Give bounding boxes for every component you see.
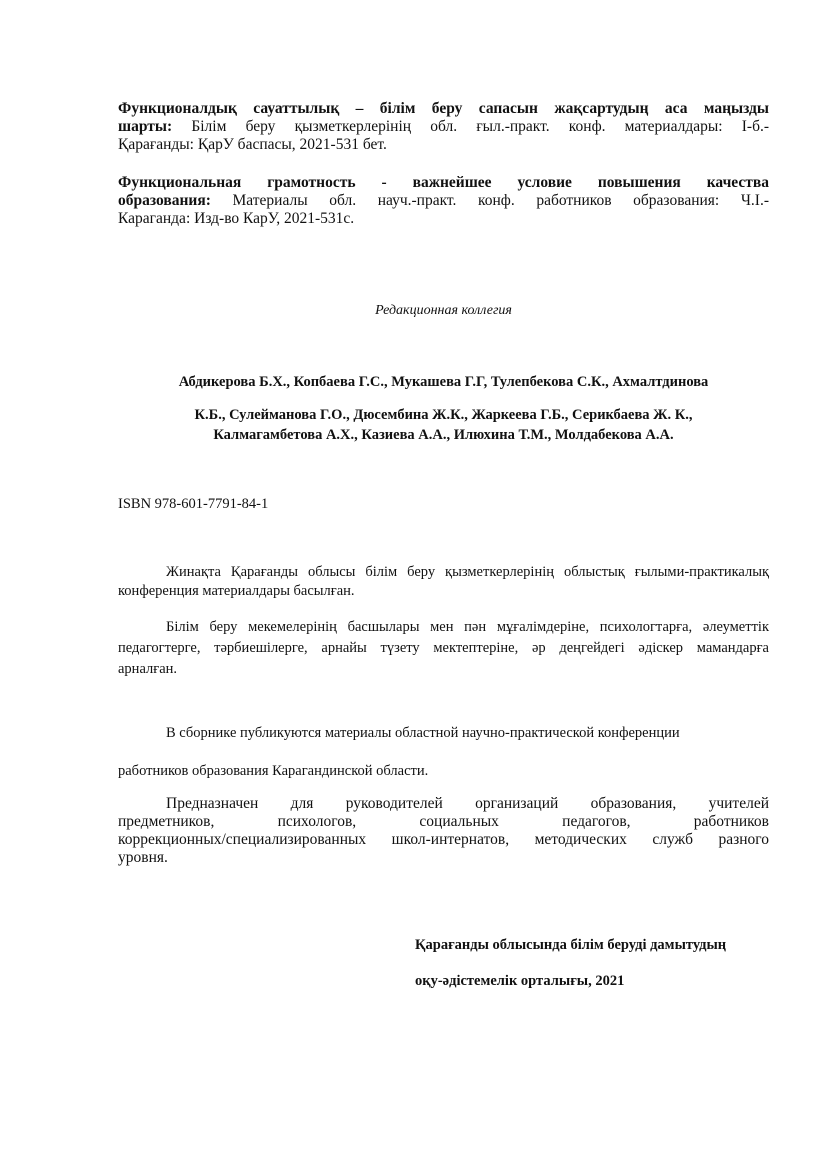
ru-bibliographic-entry (118, 174, 769, 228)
editorial-members-line2: К.Б., Сулейманова Г.О., Дюсембина Ж.К., Жаркеева Г.Б., Серикбаева Ж. К., (194, 407, 693, 423)
kz-title-line2 (118, 118, 769, 136)
kz-title-rest-line2: Білім беру қызметкерлерінің обл. ғыл.-практ. конф. материалдары: I-б.- (172, 118, 769, 135)
kz-title-bold-line2: шарты: (118, 118, 173, 135)
ru-title-rest-line2: Материалы обл. науч.-практ. конф. работников образования: Ч.I.- (210, 192, 769, 209)
kz-abstract-p2-line3: арналған. (118, 661, 178, 677)
ru-abstract-p1-line2: работников образования Карагандинской области. (118, 763, 429, 779)
publisher-line1: Қарағанды облысында білім беруді дамытудың (415, 937, 727, 953)
kz-abstract-p2 (118, 617, 769, 680)
editorial-members-line3: Калмагамбетова А.Х., Казиева А.А., Илюхина Т.М., Молдабекова А.А. (213, 427, 674, 443)
ru-abstract-p2-line1: Предназначен для руководителей организаций образования, учителей (166, 795, 769, 812)
ru-abstract-p2-line2: предметников, психологов, социальных педагогов, работников (118, 813, 769, 830)
ru-abstract-p2-line3: коррекционных/специализированных школ-интернатов, методических служб разного (118, 831, 769, 848)
editorial-heading: Редакционная коллегия (375, 303, 512, 318)
publisher-line2: оқу-әдістемелік орталығы, 2021 (415, 973, 625, 989)
ru-abstract-p2-line4: уровня. (118, 849, 168, 866)
kz-abstract-p1-line1: Жинақта Қарағанды облысы білім беру қызметкерлерінің облыстық ғылыми-практикалық (166, 564, 769, 580)
ru-abstract-p1-line1: В сборнике публикуются материалы областной научно-практической конференции (166, 725, 680, 741)
ru-title-line3: Караганда: Изд-во КарУ, 2021-531с. (118, 210, 355, 227)
kz-title-line3: Қарағанды: ҚарУ баспасы, 2021-531 бет. (118, 136, 387, 153)
ru-abstract-p2 (118, 795, 769, 867)
ru-title-bold-line2: образования: (118, 192, 211, 209)
kz-abstract-p2-line1: Білім беру мекемелерінің басшылары мен пән мұғалімдеріне, психологтарға, әлеуметтік (166, 619, 769, 635)
kz-title-bold-line1: Функционалдық сауаттылық – білім беру сапасын жақсартудың аса маңызды (118, 100, 769, 117)
ru-title-line2 (118, 192, 769, 210)
isbn: ISBN 978-601-7791-84-1 (118, 496, 269, 512)
editorial-members-line1: Абдикерова Б.Х., Копбаева Г.С., Мукашева Г.Г, Тулепбекова С.К., Ахмалтдинова (178, 374, 709, 390)
kz-abstract-p1-line2: конференция материалдары басылған. (118, 583, 355, 599)
kz-bibliographic-entry (118, 100, 769, 154)
kz-abstract-p1 (118, 563, 769, 601)
ru-title-bold-line1: Функциональная грамотность - важнейшее условие повышения качества (118, 174, 769, 191)
kz-abstract-p2-line2: педагогтерге, тәрбиешілерге, арнайы түзету мектептеріне, әр деңгейдегі әдіскер мамандарға (118, 640, 769, 656)
